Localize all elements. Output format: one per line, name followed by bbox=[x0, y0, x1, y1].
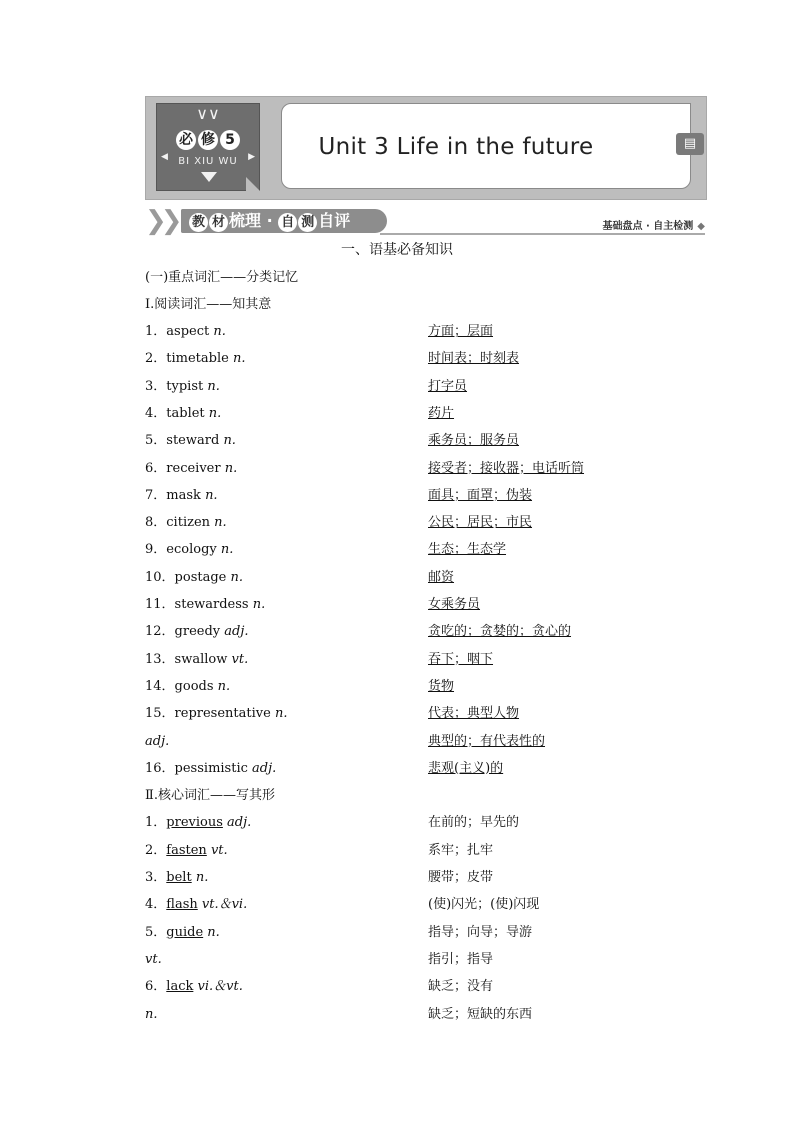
core-vocab-word: fasten bbox=[166, 842, 207, 858]
reading-vocab-meaning: 典型的；有代表性的 bbox=[428, 733, 546, 749]
core-vocab-pos: n. bbox=[195, 870, 209, 885]
unit-banner bbox=[145, 96, 707, 200]
core-vocab-pos: vi.＆vt. bbox=[197, 979, 243, 995]
reading-vocab-pos: n. bbox=[207, 378, 220, 394]
pill-text-2: 自评 bbox=[318, 211, 351, 230]
reading-vocab-row-left bbox=[145, 569, 243, 587]
reading-vocab-number: 6． bbox=[145, 460, 167, 476]
reading-vocab-pos: n. bbox=[232, 351, 246, 367]
book-search-icon[interactable]: ▤ bbox=[676, 133, 704, 155]
core-vocab-row-left bbox=[145, 869, 208, 887]
pill-dot: · bbox=[266, 211, 273, 230]
unit-title: Unit 3 Life in the future bbox=[318, 134, 594, 160]
core-vocab-meaning: 缺乏；短缺的东西 bbox=[428, 1006, 533, 1022]
reading-vocab-number: 5． bbox=[145, 433, 167, 449]
reading-vocab-row-left bbox=[145, 323, 226, 341]
page-fold-icon bbox=[246, 177, 260, 191]
reading-vocab-meaning: 女乘务员 bbox=[428, 597, 481, 612]
reading-vocab-number: 12． bbox=[145, 624, 175, 640]
reading-vocab-row-left bbox=[145, 596, 265, 614]
reading-vocab-word: goods bbox=[174, 678, 214, 694]
reading-vocab-pos: adj. bbox=[252, 760, 277, 776]
chevron-down-icon: ∨∨ bbox=[196, 104, 220, 123]
reading-vocab-row-left bbox=[145, 487, 218, 505]
reading-vocab-meaning: 方面；层面 bbox=[428, 324, 494, 339]
strip-right-text: 基础盘点 · 自主检测 bbox=[602, 221, 694, 232]
reading-vocab-row-left bbox=[145, 651, 248, 669]
diamond-icon: ◆ bbox=[697, 221, 705, 232]
reading-vocab-meaning: 公民；居民；市民 bbox=[428, 515, 533, 531]
reading-vocab-row-left bbox=[145, 541, 233, 559]
core-vocab-row-left bbox=[145, 814, 251, 832]
reading-vocab-number: 2． bbox=[145, 351, 167, 367]
reading-vocab-meaning: 药片 bbox=[428, 405, 455, 421]
reading-vocab-pos: vt. bbox=[231, 651, 249, 667]
reading-vocab-word: aspect bbox=[166, 324, 210, 339]
reading-vocab-number: 1． bbox=[145, 324, 167, 339]
reading-vocab-pos: n. bbox=[252, 597, 266, 612]
reading-vocab-word: steward bbox=[166, 433, 220, 449]
core-vocab-word: flash bbox=[166, 897, 198, 913]
reading-vocab-pos: adj. bbox=[224, 624, 249, 640]
reading-vocab-number: 10． bbox=[145, 569, 175, 585]
pill-text-1: 梳理 bbox=[229, 211, 262, 230]
reading-vocab-row-left bbox=[145, 514, 227, 532]
reading-vocab-pos: n. bbox=[223, 433, 236, 449]
reading-vocab-pos: n. bbox=[217, 678, 231, 694]
reading-vocab-word: stewardess bbox=[174, 597, 249, 612]
core-vocab-number: 3． bbox=[145, 870, 167, 885]
core-vocab-number: 1． bbox=[145, 815, 167, 831]
reading-vocab-pos: n. bbox=[214, 515, 227, 531]
reading-vocab-row-left bbox=[145, 460, 237, 478]
core-vocab-pos: vt.＆vi. bbox=[201, 897, 248, 913]
reading-vocab-word: typist bbox=[166, 378, 204, 394]
reading-vocab-word: swallow bbox=[174, 651, 228, 667]
core-vocab-row-left bbox=[145, 924, 220, 942]
reading-vocab-meaning: 悲观(主义)的 bbox=[428, 760, 504, 776]
core-vocab-word: previous bbox=[166, 815, 223, 831]
reading-vocab-number: 14． bbox=[145, 678, 175, 694]
reading-vocab-row-left bbox=[145, 350, 246, 368]
section-title: 一、语基必备知识 bbox=[341, 242, 453, 258]
strip-right-label bbox=[603, 217, 705, 232]
reading-vocab-meaning: 生态；生态学 bbox=[428, 542, 507, 558]
core-vocab-pos: n. bbox=[207, 924, 220, 940]
reading-vocab-word: timetable bbox=[166, 351, 229, 367]
reading-vocab-row-left bbox=[145, 623, 249, 641]
section-pill-text bbox=[189, 211, 350, 232]
pill-char-3: 自 bbox=[278, 213, 297, 232]
core-vocab-pos: n. bbox=[145, 1006, 158, 1022]
reading-vocab-number: 3． bbox=[145, 378, 167, 394]
reading-vocab-row-left bbox=[145, 405, 221, 423]
reading-vocab-meaning: 乘务员；服务员 bbox=[428, 433, 520, 449]
reading-vocab-word: greedy bbox=[174, 624, 221, 640]
core-vocab-word: guide bbox=[166, 924, 204, 940]
reading-vocab-word: postage bbox=[174, 569, 227, 585]
reading-vocab-pos: n. bbox=[213, 324, 226, 339]
section-strip bbox=[145, 206, 705, 236]
pill-char-2: 材 bbox=[209, 213, 228, 232]
core-vocab-meaning: 缺乏；没有 bbox=[428, 979, 494, 995]
reading-vocab-number: 8． bbox=[145, 515, 167, 531]
core-vocab-row-left bbox=[145, 842, 228, 860]
core-vocab-meaning: 在前的；早先的 bbox=[428, 815, 520, 831]
core-vocab-number: 4． bbox=[145, 897, 167, 913]
core-vocab-row-left bbox=[145, 896, 247, 914]
reading-vocab-word: receiver bbox=[166, 460, 221, 476]
core-vocab-pos: vt. bbox=[210, 842, 228, 858]
reading-vocab-word: representative bbox=[174, 706, 271, 722]
reading-vocab-pos: adj. bbox=[145, 733, 170, 749]
reading-vocab-meaning: 货物 bbox=[428, 678, 455, 694]
triangle-down-icon bbox=[201, 172, 217, 182]
double-chevron-icon: ❯❯ bbox=[145, 206, 177, 236]
core-vocab-meaning: 系牢；扎牢 bbox=[428, 842, 494, 858]
core-vocab-number: 6． bbox=[145, 979, 167, 995]
pill-char-4: 测 bbox=[298, 213, 317, 232]
reading-vocab-word: ecology bbox=[166, 542, 217, 558]
reading-vocab-number: 9． bbox=[145, 542, 167, 558]
arrow-left-icon: ◀ bbox=[161, 152, 168, 162]
core-vocab-pos: adj. bbox=[227, 815, 252, 831]
reading-vocab-word: tablet bbox=[166, 405, 205, 421]
reading-vocab-number: 16． bbox=[145, 760, 175, 776]
reading-vocab-meaning: 吞下；咽下 bbox=[428, 651, 494, 667]
core-vocab-meaning: (使)闪光；(使)闪现 bbox=[428, 897, 540, 913]
reading-vocab-meaning: 贪吃的；贪婪的；贪心的 bbox=[428, 624, 572, 640]
pill-char-1: 教 bbox=[189, 213, 208, 232]
badge-title bbox=[157, 128, 259, 150]
reading-vocab-row-left bbox=[145, 705, 287, 723]
core-vocab-meaning: 指导；向导；导游 bbox=[428, 924, 533, 940]
badge-number: 5 bbox=[220, 130, 240, 150]
core-vocab-meaning: 指引；指导 bbox=[428, 951, 494, 967]
reading-vocab-row-left bbox=[145, 378, 220, 396]
part2-title: Ⅱ.核心词汇——写其形 bbox=[145, 788, 275, 803]
unit-title-panel bbox=[281, 103, 691, 189]
reading-vocab-pos: n. bbox=[230, 569, 244, 585]
reading-vocab-pos: n. bbox=[205, 487, 218, 503]
reading-vocab-meaning: 代表；典型人物 bbox=[428, 706, 520, 722]
strip-divider bbox=[380, 233, 705, 235]
arrow-right-icon: ▶ bbox=[248, 152, 255, 162]
reading-vocab-number: 4． bbox=[145, 405, 167, 421]
reading-vocab-number: 7． bbox=[145, 487, 167, 503]
core-vocab-number: 5． bbox=[145, 924, 167, 940]
reading-vocab-word: citizen bbox=[166, 515, 211, 531]
textbook-badge bbox=[156, 103, 260, 191]
core-vocab-row-left bbox=[145, 978, 243, 996]
core-vocab-number: 2． bbox=[145, 842, 167, 858]
reading-vocab-meaning: 打字员 bbox=[428, 378, 468, 394]
reading-vocab-word: mask bbox=[166, 487, 201, 503]
reading-vocab-meaning: 时间表；时刻表 bbox=[428, 351, 520, 367]
reading-vocab-meaning: 接受者；接收器；电话听筒 bbox=[428, 460, 585, 476]
core-vocab-word: lack bbox=[166, 979, 194, 995]
core-vocab-row-left bbox=[145, 951, 162, 969]
reading-vocab-meaning: 邮资 bbox=[428, 569, 455, 585]
badge-pinyin: BI XIU WU bbox=[178, 156, 238, 167]
part1-title: Ⅰ.阅读词汇——知其意 bbox=[145, 297, 272, 312]
core-vocab-word: belt bbox=[166, 870, 192, 885]
reading-vocab-meaning: 面具；面罩；伪装 bbox=[428, 487, 533, 503]
subsection-title: (一)重点词汇——分类记忆 bbox=[145, 270, 299, 285]
reading-vocab-row-left bbox=[145, 432, 236, 450]
reading-vocab-row-left bbox=[145, 733, 169, 751]
reading-vocab-number: 13． bbox=[145, 651, 175, 667]
badge-char-2: 修 bbox=[198, 130, 218, 150]
core-vocab-row-left bbox=[145, 1006, 158, 1024]
core-vocab-meaning: 腰带；皮带 bbox=[428, 870, 494, 885]
reading-vocab-word: pessimistic bbox=[174, 760, 248, 776]
section-pill bbox=[181, 209, 387, 233]
reading-vocab-pos: n. bbox=[208, 405, 222, 421]
reading-vocab-pos: n. bbox=[224, 460, 238, 476]
reading-vocab-row-left bbox=[145, 760, 276, 778]
reading-vocab-number: 11． bbox=[145, 597, 175, 612]
reading-vocab-number: 15． bbox=[145, 706, 175, 722]
reading-vocab-pos: n. bbox=[274, 706, 288, 722]
reading-vocab-row-left bbox=[145, 678, 230, 696]
badge-char-1: 必 bbox=[176, 130, 196, 150]
reading-vocab-pos: n. bbox=[220, 542, 234, 558]
core-vocab-pos: vt. bbox=[145, 951, 162, 967]
